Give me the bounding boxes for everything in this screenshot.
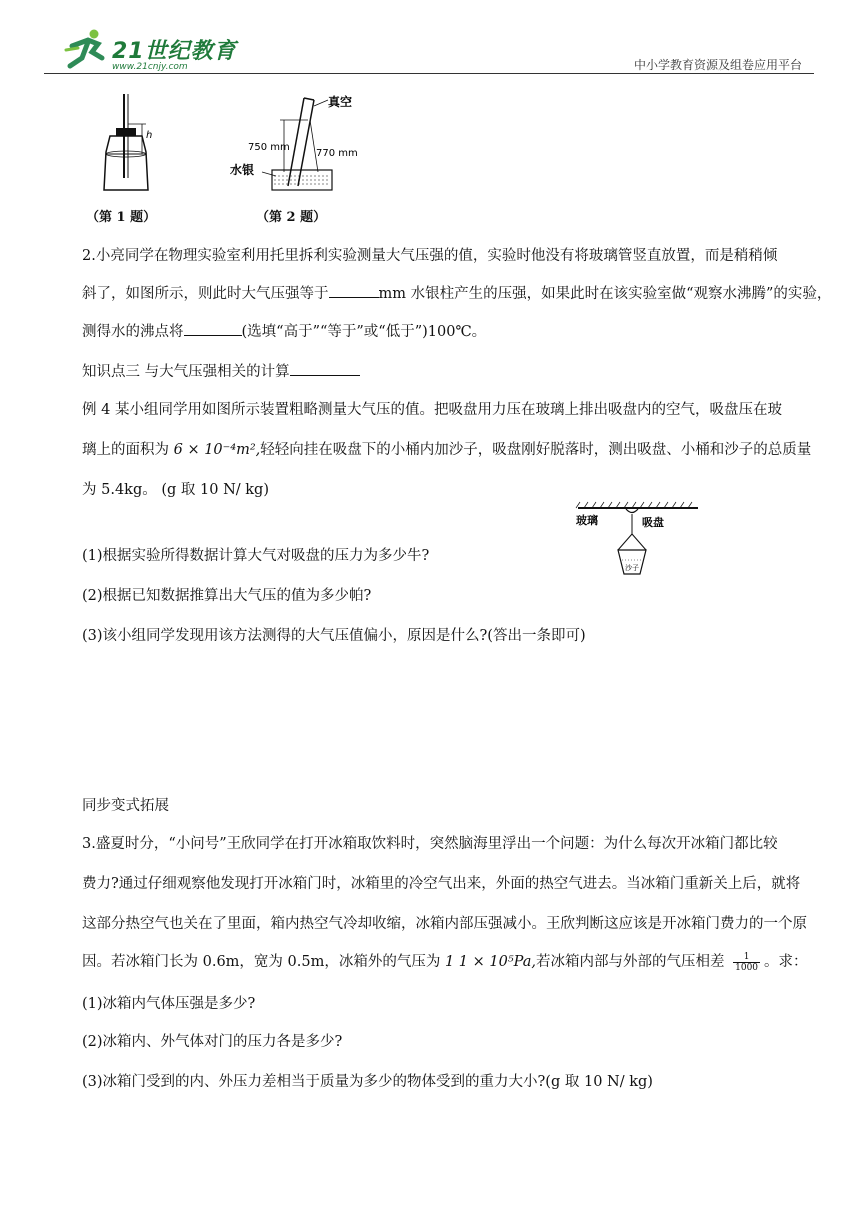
q2-line-3: 测得水的沸点将 (选填“高于”“等于”或“低于”)100℃。 (82, 320, 486, 341)
q3-fraction: $\frac{1}{1000}$ (735, 951, 759, 973)
section-3-title: 知识点三 与大气压强相关的计算 (82, 360, 360, 381)
q2-answer-blank-2[interactable] (184, 321, 242, 336)
q3-line-3: 这部分热空气也关在了里面，箱内热空气冷却收缩，冰箱内部压强减小。王欣判断这应该是开冰箱门费力的一个原 (82, 916, 807, 932)
q3-sub-3: (3)冰箱门受到的内、外压力差相当于质量为多少的物体受到的重力大小?(g 取 10 N/ kg) (82, 1074, 653, 1090)
logo-url: www.21cnjy.com (112, 62, 188, 72)
fig2-770-label: 770 mm (316, 148, 358, 159)
figure-1-bottle (96, 90, 166, 200)
logo-runner-icon (64, 28, 110, 70)
q2-line-2: 斜了，如图所示，则此时大气压强等于 mm 水银柱产生的压强，如果此时在该实验室做“观察水沸腾”的实验， (82, 282, 831, 303)
q2-line-1: 2.小亮同学在物理实验室利用托里拆利实验测量大气压强的值，实验时他没有将玻璃管竖直放置，而是稍稍倾 (82, 248, 778, 264)
q2-answer-blank-1[interactable] (329, 283, 379, 298)
example4-sub-3: (3)该小组同学发现用该方法测得的大气压值偏小，原因是什么?(答出一条即可) (82, 628, 586, 644)
example4-area-formula: 6 × 10⁻⁴m², (173, 442, 261, 458)
figure-3-sucker (572, 500, 702, 582)
q3-sub-1: (1)冰箱内气体压强是多少? (82, 996, 256, 1012)
q3-sub-2: (2)冰箱内、外气体对门的压力各是多少? (82, 1034, 343, 1050)
q3-line-1: 3.盛夏时分，“小问号”王欣同学在打开冰箱取饮料时，突然脑海里浮出一个问题：为什么每次开冰箱门都比较 (82, 836, 778, 852)
section-3-blank (290, 361, 360, 376)
example4-line-2: 璃上的面积为 6 × 10⁻⁴m²,轻轻向挂在吸盘下的小桶内加沙子，吸盘刚好脱落时，测出吸盘、小桶和沙子的总质量 (82, 442, 812, 458)
figure-2-torricelli (228, 90, 378, 200)
fig3-glass-label: 玻璃 (576, 514, 598, 527)
header-divider (44, 73, 814, 74)
fig3-sand-label: 沙子 (625, 564, 639, 572)
fig3-sucker-label: 吸盘 (642, 516, 664, 529)
fig2-750-label: 750 mm (248, 142, 290, 153)
example4-sub-2: (2)根据已知数据推算出大气压的值为多少帕? (82, 588, 372, 604)
example4-line-1: 例 4 某小组同学用如图所示装置粗略测量大气压的值。把吸盘用力压在玻璃上排出吸盘内的空气，吸盘压在玻 (82, 402, 782, 418)
q3-line-2: 费力?通过仔细观察他发现打开冰箱门时，冰箱里的冷空气出来，外面的热空气进去。当冰箱门重新关上后，就将 (82, 876, 801, 892)
q3-pressure-formula: 1 1 × 10⁵Pa, (444, 954, 537, 970)
platform-name: 中小学教育资源及组卷应用平台 (633, 58, 802, 72)
example4-line-3: 为 5.4kg。 (g 取 10 N/ kg) (82, 482, 269, 498)
figure-1-caption: （第 1 题） (86, 210, 157, 225)
fig2-vacuum-label: 真空 (328, 95, 353, 109)
fig2-mercury-label: 水银 (230, 163, 255, 177)
fig1-h-label: h (146, 130, 153, 141)
example4-sub-1: (1)根据实验所得数据计算大气对吸盘的压力为多少牛? (82, 548, 430, 564)
logo-text: 21世纪教育 (112, 39, 237, 64)
q3-line-4: 因。若冰箱门长为 0.6m，宽为 0.5m，冰箱外的气压为 1 1 × 10⁵Pa,若冰箱内部与外部的气压相差 $\frac{1}{1000}$ 。求： (82, 951, 808, 973)
figure-2-caption: （第 2 题） (256, 210, 327, 225)
variant-title: 同步变式拓展 (82, 798, 169, 814)
